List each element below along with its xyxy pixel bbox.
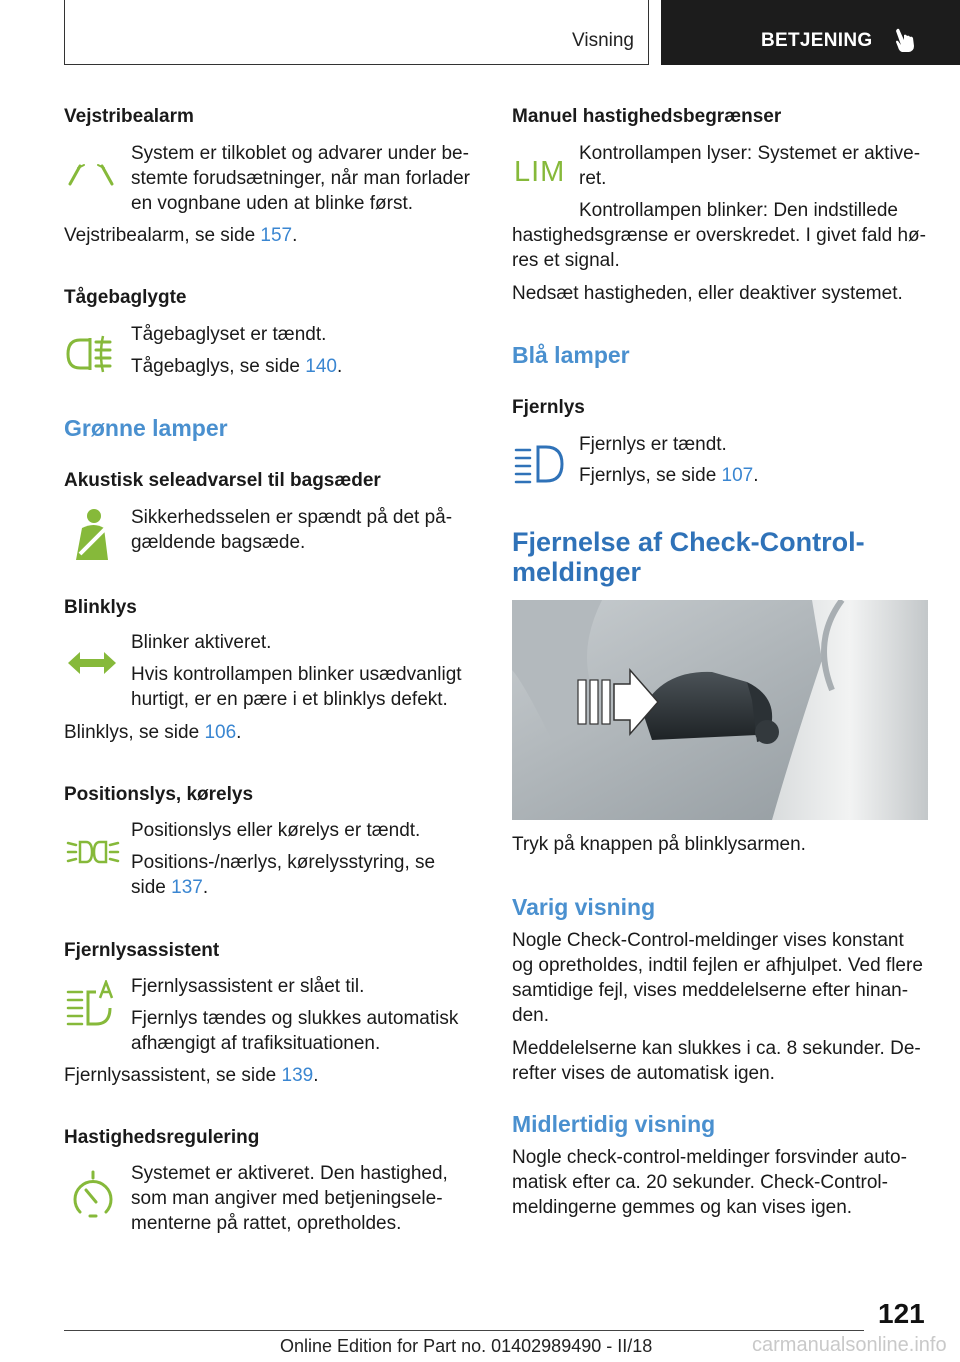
position-light-text-3: side 137.	[131, 877, 209, 898]
cruise-control-text-1: Systemet er aktiveret. Den hastighed,	[131, 1163, 448, 1184]
high-beam-assistant-reference: Fjernlysassistent, se side 139.	[64, 1065, 319, 1086]
temporary-display-text-2: matisk efter ca. 20 sekunder. Check-Control-	[512, 1172, 888, 1193]
lim-icon: LIM	[514, 156, 566, 188]
position-light-icon	[66, 838, 120, 866]
high-beam-assistant-text-2: Fjernlys tændes og slukkes automatisk	[131, 1008, 459, 1029]
position-light-title: Positionslys, kørelys	[64, 784, 254, 805]
rear-fog-reference: Tågebaglys, se side 140.	[131, 356, 343, 377]
turn-signal-arrows-icon	[66, 650, 118, 676]
speed-limiter-text-5: res et signal.	[512, 250, 620, 271]
speed-limiter-text-2: ret.	[579, 168, 607, 189]
lane-departure-page-link[interactable]: 157	[260, 225, 293, 246]
temporary-display-heading: Midlertidig visning	[512, 1111, 716, 1137]
cruise-control-icon	[70, 1170, 116, 1220]
rear-fog-title: Tågebaglygte	[64, 287, 187, 308]
watermark: carmanualsonline.info	[752, 1334, 947, 1356]
header-chapter-box	[661, 0, 960, 65]
lane-departure-text-1: System er tilkoblet og advarer under be‐	[131, 143, 469, 164]
permanent-display-text-3: samtidige fejl, vises meddelelserne efter hinan‐	[512, 980, 909, 1001]
speed-limiter-title: Manuel hastighedsbegrænser	[512, 106, 782, 127]
lane-departure-icon	[66, 160, 116, 188]
lane-departure-reference: Vejstribealarm, se side 157.	[64, 225, 298, 246]
speed-limiter-text-3: Kontrollampen blinker: Den indstillede	[579, 200, 898, 221]
turn-signal-text-3: hurtigt, er en pære i et blinklys defekt.	[131, 689, 448, 710]
high-beam-text-1: Fjernlys er tændt.	[579, 434, 727, 455]
permanent-display-text-4: den.	[512, 1005, 549, 1026]
footer-divider	[64, 1330, 864, 1331]
seatbelt-title: Akustisk seleadvarsel til bagsæder	[64, 470, 381, 491]
temporary-display-text-3: meldingerne gemmes og kan vises igen.	[512, 1197, 853, 1218]
rear-fog-page-link[interactable]: 140	[305, 356, 337, 377]
header-section-title: Visning	[572, 30, 634, 51]
cruise-control-text-2: som man angiver med betjeningsele‐	[131, 1188, 443, 1209]
high-beam-title: Fjernlys	[512, 397, 585, 418]
turn-signal-page-link[interactable]: 106	[204, 722, 237, 743]
turn-signal-lever-photo	[512, 600, 928, 820]
position-light-page-link[interactable]: 137	[171, 877, 203, 898]
blue-lamps-heading: Blå lamper	[512, 342, 630, 368]
position-light-text-2: Positions-/nærlys, kørelysstyring, se	[131, 852, 436, 873]
check-control-heading-line-2: meldinger	[512, 557, 642, 587]
cruise-control-text-3: menterne på rattet, opretholdes.	[131, 1213, 402, 1234]
turn-signal-reference: Blinklys, se side 106.	[64, 722, 242, 743]
permanent-display-heading: Varig visning	[512, 894, 656, 920]
seatbelt-text-1: Sikkerhedsselen er spændt på det på‐	[131, 507, 453, 528]
high-beam-assistant-icon	[66, 980, 118, 1030]
pointing-hand-icon	[893, 26, 919, 54]
high-beam-assistant-text-1: Fjernlysassistent er slået til.	[131, 976, 365, 997]
header-section-box	[64, 0, 649, 65]
position-light-text-1: Positionslys eller kørelys er tændt.	[131, 820, 421, 841]
high-beam-icon	[514, 444, 566, 484]
seatbelt-icon	[70, 508, 116, 562]
high-beam-assistant-page-link[interactable]: 139	[281, 1065, 314, 1086]
footer-edition: Online Edition for Part no. 01402989490 - II/18	[280, 1336, 653, 1356]
permanent-display-text-6: refter vises de automatisk igen.	[512, 1063, 775, 1084]
turn-signal-text-2: Hvis kontrollampen blinker usædvanligt	[131, 664, 462, 685]
high-beam-reference: Fjernlys, se side 107.	[579, 465, 759, 486]
photo-caption: Tryk på knappen på blinklysarmen.	[512, 834, 806, 855]
permanent-display-text-1: Nogle Check-Control-meldinger vises konstant	[512, 930, 904, 951]
header-chapter-title: BETJENING	[761, 30, 873, 51]
check-control-heading-line-1: Fjernelse af Check-Control-	[512, 527, 865, 557]
high-beam-page-link[interactable]: 107	[721, 465, 754, 486]
permanent-display-text-2: og opretholdes, indtil fejlen er afhjulpet. Ved flere	[512, 955, 923, 976]
seatbelt-text-2: gældende bagsæde.	[131, 532, 306, 553]
speed-limiter-text-4: hastighedsgrænse er overskredet. I givet fald hø‐	[512, 225, 926, 246]
green-lamps-heading: Grønne lamper	[64, 415, 228, 441]
rear-fog-text-1: Tågebaglyset er tændt.	[131, 324, 327, 345]
temporary-display-text-1: Nogle check-control-meldinger forsvinder auto‐	[512, 1147, 907, 1168]
speed-limiter-text-6: Nedsæt hastigheden, eller deaktiver systemet.	[512, 283, 903, 304]
high-beam-assistant-text-3: afhængigt af trafiksituationen.	[131, 1033, 381, 1054]
speed-limiter-text-1: Kontrollampen lyser: Systemet er aktive‐	[579, 143, 921, 164]
turn-signal-text-1: Blinker aktiveret.	[131, 632, 272, 653]
page-number: 121	[878, 1298, 925, 1329]
cruise-control-title: Hastighedsregulering	[64, 1127, 260, 1148]
turn-signal-title: Blinklys	[64, 597, 137, 618]
lane-departure-text-2: stemte forudsætninger, når man forlader	[131, 168, 471, 189]
lane-departure-title: Vejstribealarm	[64, 106, 194, 127]
rear-fog-light-icon	[66, 334, 120, 374]
lane-departure-text-3: en vognbane uden at blinke først.	[131, 193, 414, 214]
permanent-display-text-5: Meddelelserne kan slukkes i ca. 8 sekunder. De‐	[512, 1038, 921, 1059]
high-beam-assistant-title: Fjernlysassistent	[64, 940, 220, 961]
